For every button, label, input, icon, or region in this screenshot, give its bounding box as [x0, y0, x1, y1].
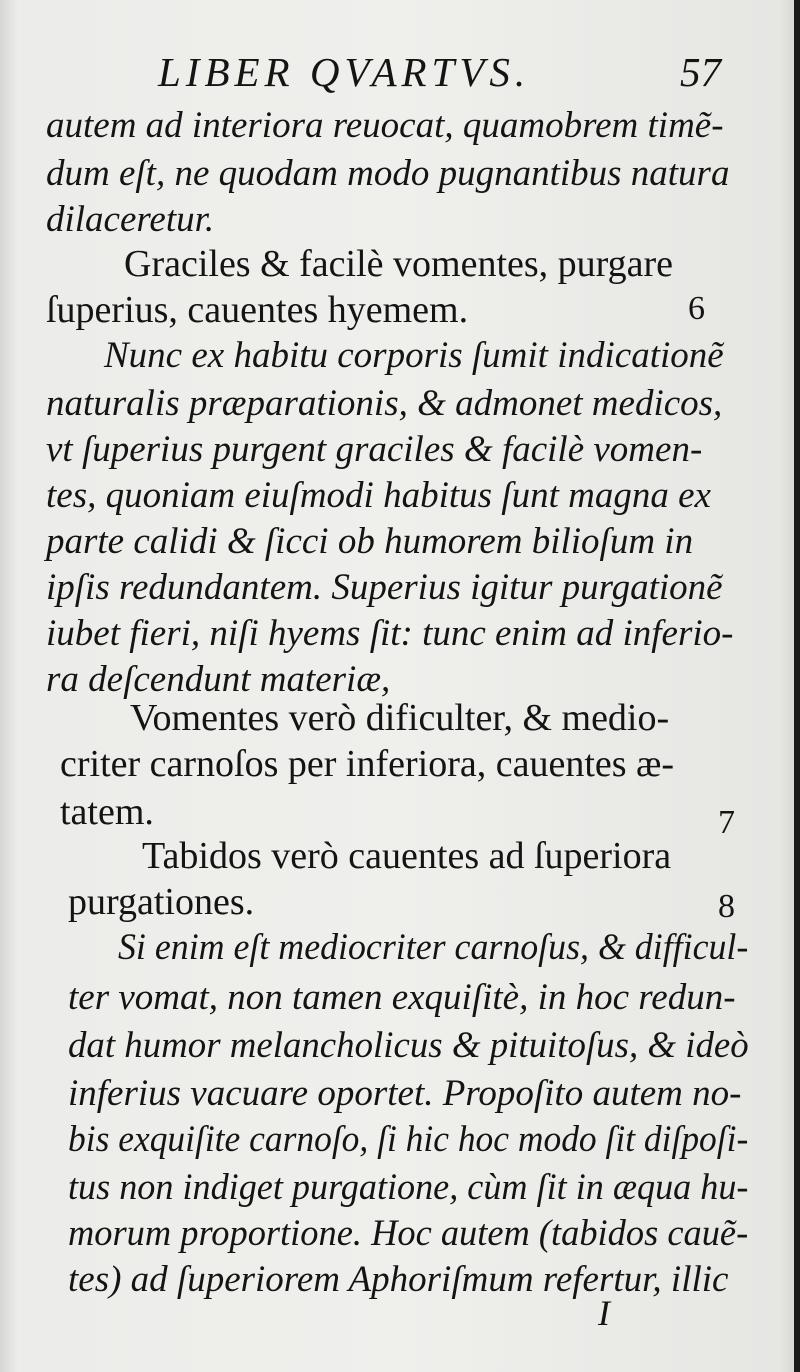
commentary-line: tes) ad ſuperiorem Aphoriſmum refertur, illic: [68, 1259, 729, 1300]
commentary-line: Si enim eſt mediocriter carnoſus, & difficul-: [118, 927, 749, 968]
running-title: LIBER QVARTVS.: [158, 49, 531, 95]
page-edge-shadow: [794, 0, 800, 1372]
aphorism-line: Graciles & facilè vomentes, purgare: [124, 243, 674, 285]
commentary-line: bis exquiſite carnoſo, ſi hic hoc modo ſit diſpoſi-: [68, 1119, 749, 1160]
commentary-line: dilaceretur.: [46, 199, 215, 240]
page-header: [0, 44, 800, 104]
commentary-line: ra deſcendunt materiæ,: [46, 659, 391, 700]
commentary-line: Nunc ex habitu corporis ſumit indicationẽ: [104, 335, 724, 376]
commentary-line: ipſis redundantem. Superius igitur purgationẽ: [46, 567, 723, 608]
aphorism-number: 6: [688, 290, 705, 327]
aphorism-line: purgationes.: [68, 881, 255, 923]
aphorism-line: ſuperius, cauentes hyemem.: [46, 289, 469, 331]
aphorism-line: criter carnoſos per inferiora, cauentes æ-: [60, 743, 675, 785]
commentary-line: parte calidi & ſicci ob humorem bilioſum in: [46, 521, 694, 562]
signature-mark: I: [598, 1293, 610, 1333]
commentary-line: tes, quoniam eiuſmodi habitus ſunt magna ex: [46, 475, 711, 516]
commentary-line: ter vomat, non tamen exquiſitè, in hoc redun-: [68, 977, 736, 1018]
commentary-line: autem ad interiora reuocat, quamobrem timẽ-: [46, 105, 724, 146]
aphorism-number: 7: [718, 804, 735, 841]
aphorism-number: 8: [718, 888, 735, 925]
commentary-line: iubet fieri, niſi hyems ſit: tunc enim ad inferio-: [46, 613, 734, 654]
commentary-line: morum proportione. Hoc autem (tabidos cauẽ-: [68, 1213, 749, 1254]
commentary-line: dat humor melancholicus & pituitoſus, & ideò: [68, 1025, 749, 1066]
aphorism-line: Tabidos verò cauentes ad ſuperiora: [142, 835, 672, 877]
commentary-line: dum eſt, ne quodam modo pugnantibus natura: [46, 153, 730, 194]
commentary-line: tus non indiget purgatione, cùm ſit in æqua hu-: [68, 1167, 749, 1208]
page-number: 57: [680, 49, 721, 95]
aphorism-line: Vomentes verò dificulter, & medio-: [130, 697, 670, 739]
commentary-line: vt ſuperius purgent graciles & facilè vomen-: [46, 429, 703, 470]
commentary-line: inferius vacuare oportet. Propoſito autem no-: [68, 1073, 742, 1114]
commentary-line: naturalis præparationis, & admonet medicos,: [46, 383, 723, 424]
aphorism-line: tatem.: [60, 791, 154, 833]
